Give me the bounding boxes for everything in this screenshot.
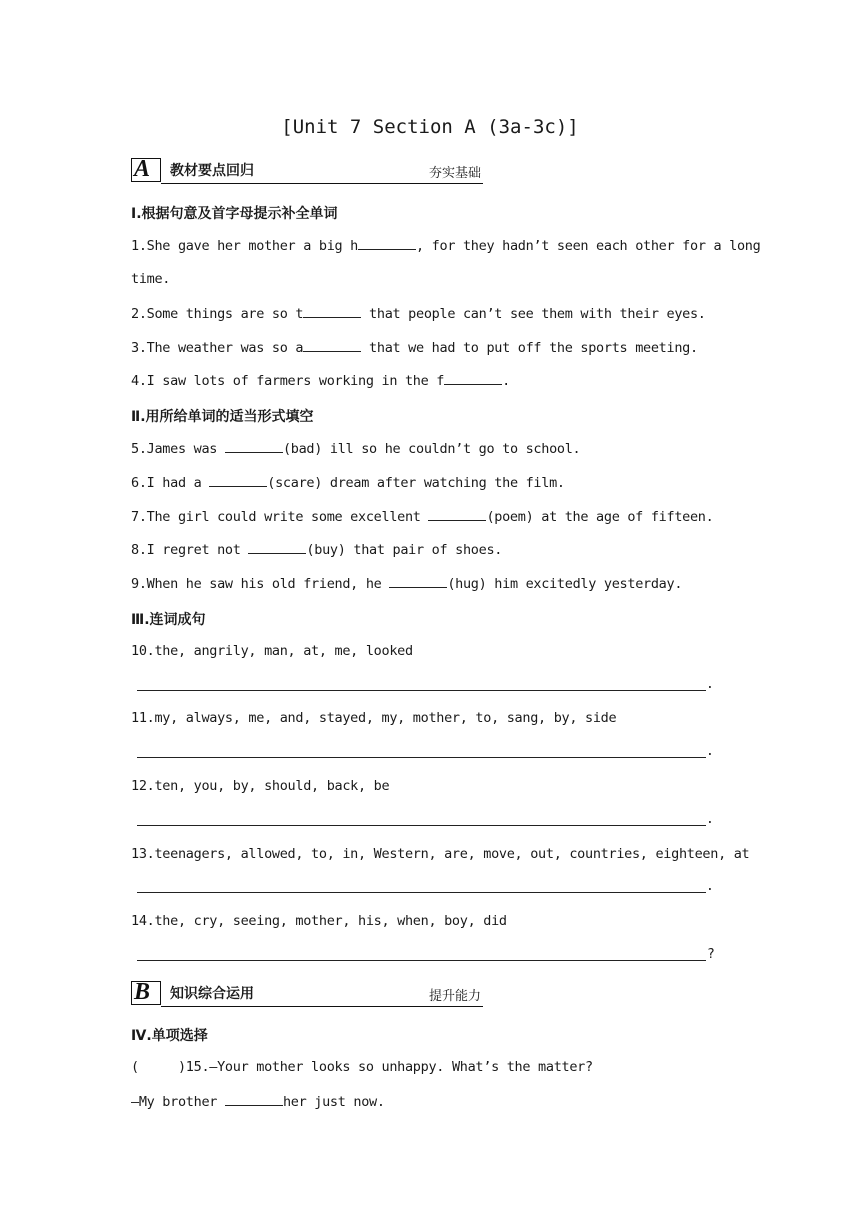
answer-line-14[interactable] [137, 960, 706, 961]
section-a-tag: 夯实基础 [428, 166, 481, 181]
question-4: 4.I saw lots of farmers working in the f . [131, 373, 510, 389]
section-a-rule [161, 183, 483, 184]
answer-end-11: . [706, 744, 714, 759]
answer-blank[interactable] [248, 541, 306, 554]
answer-end-10: . [706, 677, 714, 692]
question-15-answer: —My brother her just now. [131, 1094, 385, 1110]
answer-line-13[interactable] [137, 892, 706, 893]
answer-end-14: ? [707, 947, 715, 962]
question-1-cont: time. [131, 271, 171, 287]
question-10: 10.the, angrily, man, at, me, looked [131, 643, 413, 659]
section-b-banner [131, 981, 483, 1007]
part2-heading: Ⅱ.用所给单词的适当形式填空 [131, 409, 314, 425]
question-6: 6.I had a (scare) dream after watching the film. [131, 475, 565, 491]
answer-line-11[interactable] [137, 757, 706, 758]
section-b-heading: 知识综合运用 [170, 986, 254, 1002]
question-12: 12.ten, you, by, should, back, be [131, 778, 390, 794]
question-14: 14.the, cry, seeing, mother, his, when, boy, did [131, 913, 507, 929]
answer-blank[interactable] [428, 508, 486, 521]
section-b-logo: B [131, 981, 161, 1005]
page-title: [Unit 7 Section A (3a-3c)] [281, 116, 579, 138]
question-2: 2.Some things are so t that people can’t see them with their eyes. [131, 306, 706, 322]
answer-end-12: . [706, 812, 714, 827]
answer-line-10[interactable] [137, 690, 706, 691]
answer-blank[interactable] [444, 372, 502, 385]
answer-blank[interactable] [389, 575, 447, 588]
question-9: 9.When he saw his old friend, he (hug) him excitedly yesterday. [131, 576, 683, 592]
answer-blank[interactable] [303, 305, 361, 318]
answer-blank[interactable] [225, 1093, 283, 1106]
section-a-banner [131, 158, 483, 184]
part3-heading: Ⅲ.连词成句 [131, 612, 206, 628]
answer-line-12[interactable] [137, 825, 706, 826]
answer-bracket[interactable]: ( ) [131, 1059, 186, 1075]
answer-blank[interactable] [209, 474, 267, 487]
answer-blank[interactable] [225, 440, 283, 453]
question-3: 3.The weather was so a that we had to put off the sports meeting. [131, 340, 698, 356]
section-b-tag: 提升能力 [428, 989, 481, 1004]
part1-heading: Ⅰ.根据句意及首字母提示补全单词 [131, 206, 338, 222]
answer-blank[interactable] [358, 237, 416, 250]
question-13: 13.teenagers, allowed, to, in, Western, are, move, out, countries, eighteen, at [131, 846, 750, 862]
section-b-rule [161, 1006, 483, 1007]
question-5: 5.James was (bad) ill so he couldn’t go to school. [131, 441, 581, 457]
section-a-logo: A [131, 158, 161, 182]
answer-blank[interactable] [303, 339, 361, 352]
question-8: 8.I regret not (buy) that pair of shoes. [131, 542, 503, 558]
question-7: 7.The girl could write some excellent (poem) at the age of fifteen. [131, 509, 714, 525]
section-a-heading: 教材要点回归 [170, 163, 254, 179]
answer-end-13: . [706, 879, 714, 894]
question-1: 1.She gave her mother a big h , for they hadn’t seen each other for a long [131, 238, 761, 254]
part4-heading: Ⅳ.单项选择 [131, 1028, 208, 1044]
question-11: 11.my, always, me, and, stayed, my, mother, to, sang, by, side [131, 710, 617, 726]
question-15: ( )15.—Your mother looks so unhappy. What’s the matter? [131, 1059, 593, 1075]
